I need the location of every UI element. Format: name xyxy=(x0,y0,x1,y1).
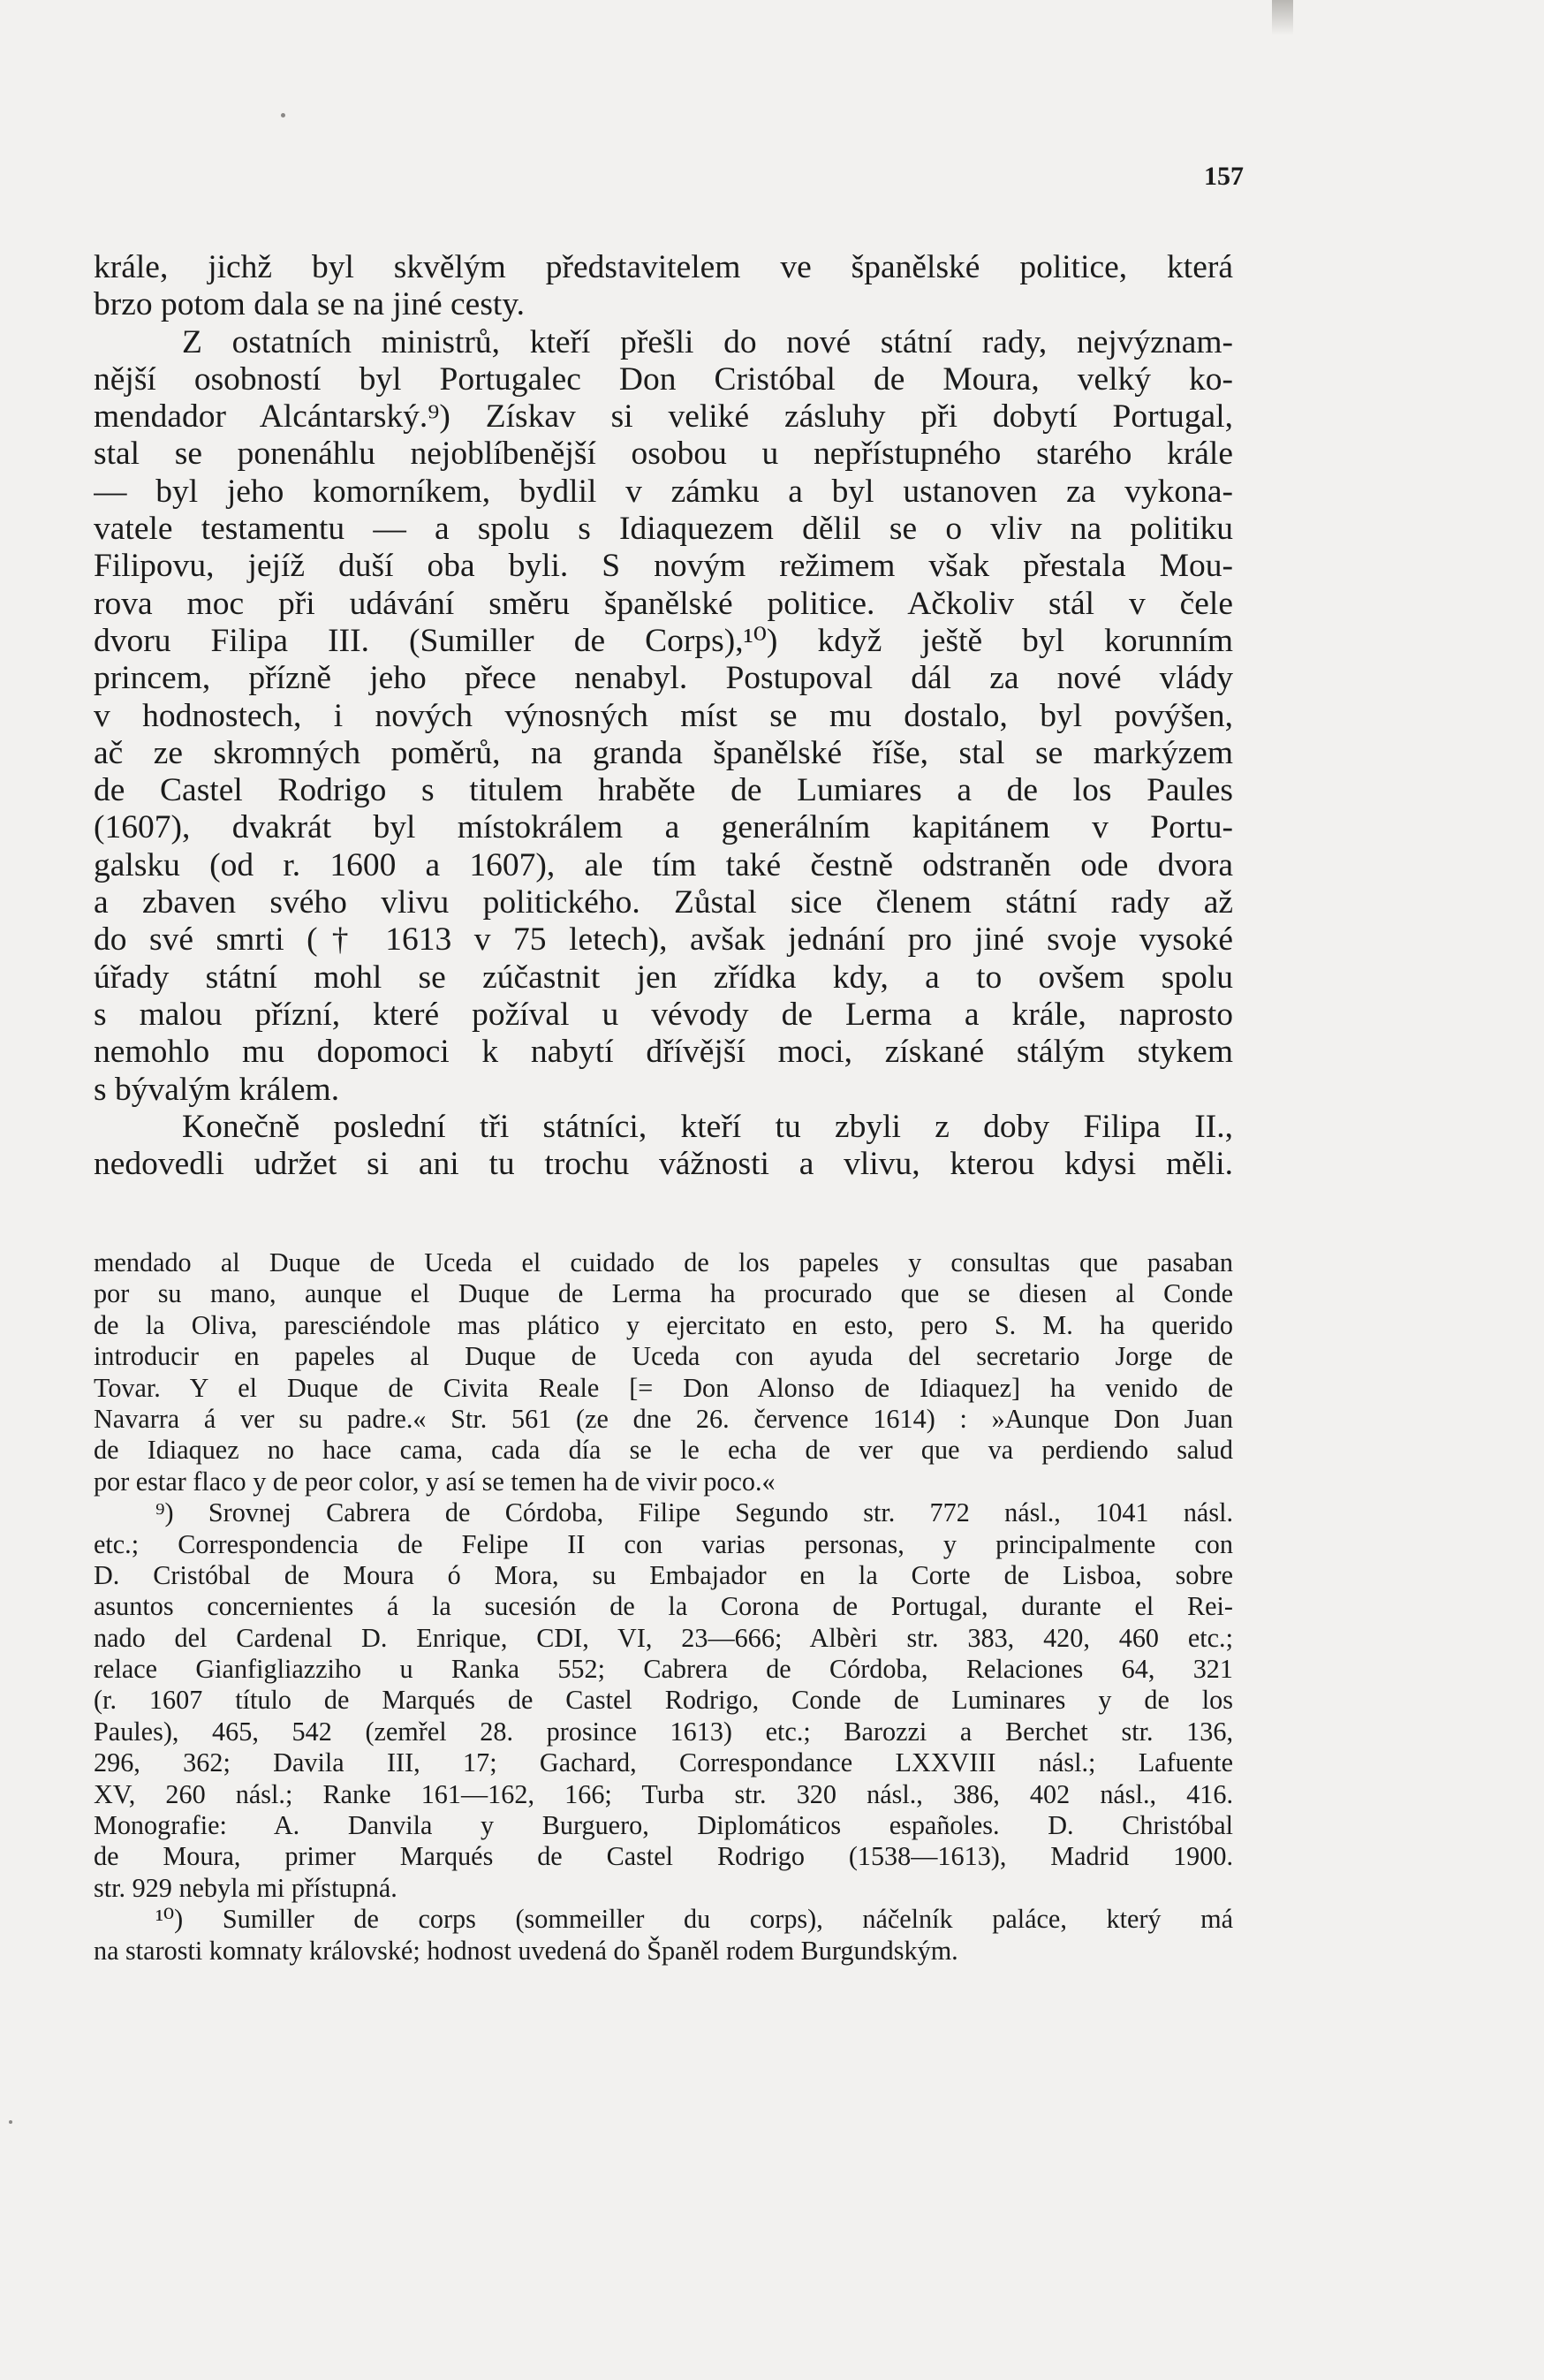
text-line: nější osobností byl Portugalec Don Cristóbal de Moura, velký ko- xyxy=(94,360,1233,398)
footnote-line: na starosti komnaty královské; hodnost uvedená do Španěl rodem Burgundským. xyxy=(94,1935,958,1966)
text-line: nedovedli udržet si ani tu trochu vážnosti a vlivu, kterou kdysi měli. xyxy=(94,1146,1233,1183)
text-line: — byl jeho komorníkem, bydlil v zámku a byl ustanoven za vykona- xyxy=(94,473,1233,510)
footnote-10: ¹⁰) Sumiller de corps (sommeiller du corps), náčelník paláce, který má xyxy=(155,1904,1233,1935)
text-line: princem, přízně jeho přece nenabyl. Postupoval dál za nové vlády xyxy=(94,660,1233,697)
text-line: Z ostatních ministrů, kteří přešli do nové státní rady, nejvýznam- xyxy=(182,323,1233,360)
text-line: s bývalým králem. xyxy=(94,1071,340,1108)
footnote-line: XV, 260 násl.; Ranke 161—162, 166; Turba str. 320 násl., 386, 402 násl., 416. xyxy=(94,1778,1233,1809)
footnote-line: (r. 1607 título de Marqués de Castel Rodrigo, Conde de Luminares y de los xyxy=(94,1685,1233,1716)
footnote-line: relace Gianfigliazziho u Ranka 552; Cabrera de Córdoba, Relaciones 64, 321 xyxy=(94,1654,1233,1685)
footnote-line: Tovar. Y el Duque de Civita Reale [= Don Alonso de Idiaquez] ha venido de xyxy=(94,1372,1233,1403)
text-line: ač ze skromných poměrů, na granda španělské říše, stal se markýzem xyxy=(94,734,1233,771)
text-line: dvoru Filipa III. (Sumiller de Corps),¹⁰) když ještě byl korunním xyxy=(94,622,1233,659)
footnotes xyxy=(94,1247,1233,1967)
footnote-line: str. 929 nebyla mi přístupná. xyxy=(94,1872,397,1903)
footnote-line: Paules), 465, 542 (zemřel 28. prosince 1613) etc.; Barozzi a Berchet str. 136, xyxy=(94,1716,1233,1747)
text-line: stal se ponenáhlu nejoblíbenější osobou u nepřístupného starého krále xyxy=(94,436,1233,473)
footnote-line: de Moura, primer Marqués de Castel Rodrigo (1538—1613), Madrid 1900. xyxy=(94,1841,1233,1872)
footnote-line: asuntos concernientes á la sucesión de la Corona de Portugal, durante el Rei- xyxy=(94,1591,1233,1622)
text-line: krále, jichž byl skvělým představitelem ve španělské politice, která xyxy=(94,249,1233,285)
text-line: galsku (od r. 1600 a 1607), ale tím také čestně odstraněn ode dvora xyxy=(94,846,1233,883)
text-line: brzo potom dala se na jiné cesty. xyxy=(94,286,526,323)
text-line: de Castel Rodrigo s titulem hraběte de Lumiares a de los Paules xyxy=(94,772,1233,809)
footnote-line: mendado al Duque de Uceda el cuidado de los papeles y consultas que pasaban xyxy=(94,1247,1233,1277)
page-number: 157 xyxy=(1204,162,1244,191)
footnote-line: de Idiaquez no hace cama, cada día se le echa de ver que va perdiendo salud xyxy=(94,1435,1233,1466)
footnote-line: Navarra á ver su padre.« Str. 561 (ze dne 26. července 1614) : »Aunque Don Juan xyxy=(94,1403,1233,1434)
main-text xyxy=(94,249,1233,1183)
text-line: v hodnostech, i nových výnosných míst se mu dostalo, byl povýšen, xyxy=(94,697,1233,734)
text-line: do své smrti († 1613 v 75 letech), avšak jednání pro jiné svoje vysoké xyxy=(94,921,1233,959)
text-line: Filipovu, jejíž duší oba byli. S novým režimem však přestala Mou- xyxy=(94,548,1233,585)
text-line: Konečně poslední tři státníci, kteří tu zbyli z doby Filipa II., xyxy=(182,1108,1233,1145)
footnote-9: ⁹) Srovnej Cabrera de Córdoba, Filipe Segundo str. 772 násl., 1041 násl. xyxy=(155,1497,1233,1528)
text-line: nemohlo mu dopomoci k nabytí dřívější moci, získané stálým stykem xyxy=(94,1034,1233,1071)
text-line: mendador Alcántarský.⁹) Získav si veliké zásluhy při dobytí Portugal, xyxy=(94,398,1233,436)
footnote-line: Monografie: A. Danvila y Burguero, Diplomáticos españoles. D. Christóbal xyxy=(94,1810,1233,1841)
text-line: (1607), dvakrát byl místokrálem a generálním kapitánem v Portu- xyxy=(94,809,1233,846)
text-line: rova moc při udávání směru španělské politice. Ačkoliv stál v čele xyxy=(94,585,1233,622)
footnote-line: D. Cristóbal de Moura ó Mora, su Embajador en la Corte de Lisboa, sobre xyxy=(94,1559,1233,1590)
footnote-line: de la Oliva, paresciéndole mas plático y ejercitato en esto, pero S. M. ha querido xyxy=(94,1309,1233,1340)
text-line: s malou přízní, které požíval u vévody de Lerma a krále, naprosto xyxy=(94,996,1233,1033)
scan-speck xyxy=(9,2120,12,2124)
footnote-line: etc.; Correspondencia de Felipe II con varias personas, y principalmente con xyxy=(94,1528,1233,1559)
footnote-line: por su mano, aunque el Duque de Lerma ha procurado que se diesen al Conde xyxy=(94,1278,1233,1309)
footnote-line: por estar flaco y de peor color, y así se temen ha de vivir poco.« xyxy=(94,1466,776,1497)
scan-artifact xyxy=(1272,0,1293,35)
footnote-line: introducir en papeles al Duque de Uceda con ayuda del secretario Jorge de xyxy=(94,1341,1233,1372)
text-line: úřady státní mohl se zúčastnit jen zřídka kdy, a to ovšem spolu xyxy=(94,959,1233,996)
footnote-line: 296, 362; Davila III, 17; Gachard, Correspondance LXXVIII násl.; Lafuente xyxy=(94,1747,1233,1778)
text-line: vatele testamentu — a spolu s Idiaquezem dělil se o vliv na politiku xyxy=(94,511,1233,548)
text-line: a zbaven svého vlivu politického. Zůstal sice členem státní rady až xyxy=(94,884,1233,921)
footnote-line: nado del Cardenal D. Enrique, CDI, VI, 23—666; Albèri str. 383, 420, 460 etc.; xyxy=(94,1622,1233,1653)
scan-speck xyxy=(281,113,285,117)
